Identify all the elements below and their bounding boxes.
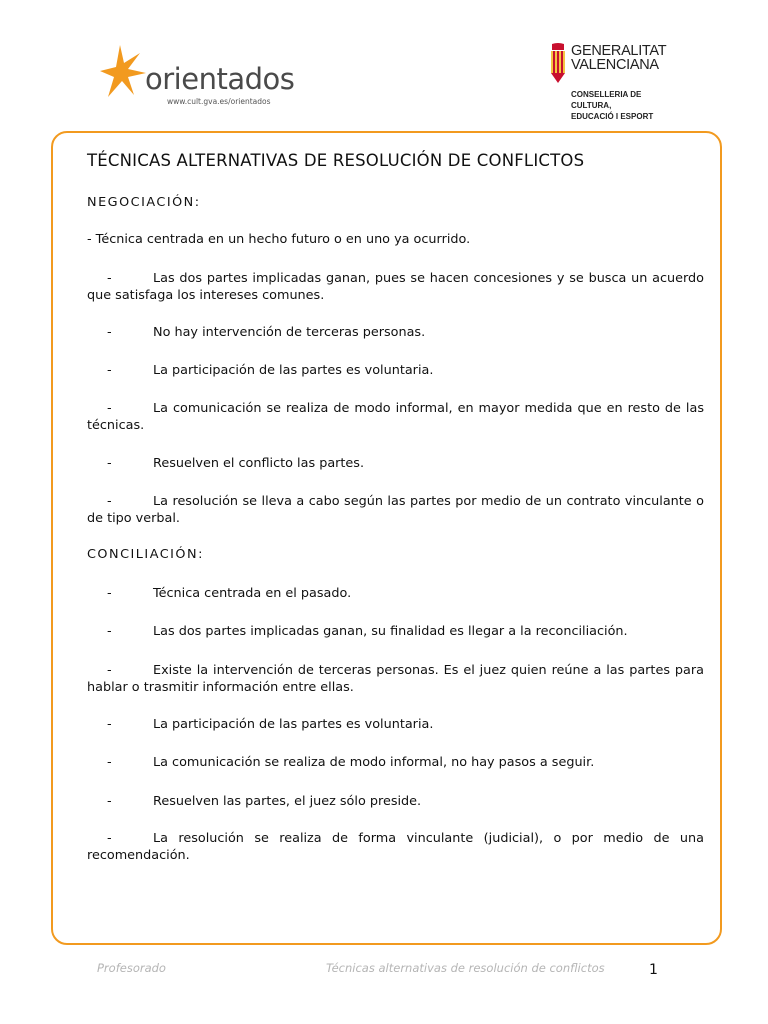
list-item: - Resuelven el conflicto las partes. — [107, 456, 365, 471]
star-logo-icon — [100, 43, 148, 103]
list-item: - La resolución se realiza de forma vinculante (judicial), o por medio de una recomendación. — [87, 831, 704, 863]
content-frame — [51, 131, 722, 945]
generalitat-logo — [549, 42, 679, 121]
list-item: - Técnica centrada en un hecho futuro o en uno ya ocurrido. — [87, 232, 471, 247]
list-item: - La resolución se lleva a cabo según las partes por medio de un contrato vinculante o de tipo verbal. — [87, 494, 704, 526]
list-item: - Técnica centrada en el pasado. — [107, 586, 352, 601]
list-item: - La comunicación se realiza de modo informal, en mayor medida que en resto de las técnicas. — [87, 401, 704, 433]
page-number: 1 — [649, 962, 658, 978]
list-item: - Existe la intervención de terceras personas. Es el juez quien reúne a las partes para hablar o trasmitir información entre ellas. — [87, 663, 704, 695]
footer-doc-title: Técnicas alternativas de resolución de conflictos — [326, 961, 605, 975]
department-name: CONSELLERIA DE CULTURA, EDUCACIÓ I ESPORT — [571, 90, 654, 121]
section-heading-conciliacion: CONCILIACIÓN: — [87, 547, 204, 562]
page-title: TÉCNICAS ALTERNATIVAS DE RESOLUCIÓN DE CONFLICTOS — [87, 151, 585, 170]
list-item: - Las dos partes implicadas ganan, pues se hacen concesiones y se busca un acuerdo que satisfaga los intereses comunes. — [87, 271, 704, 303]
institution-name: GENERALITAT VALENCIANA — [571, 43, 667, 73]
list-item: - No hay intervención de terceras personas. — [107, 325, 426, 340]
brand-url: www.cult.gva.es/orientados — [167, 97, 271, 106]
brand-name: orientados — [145, 62, 295, 96]
list-item: - Las dos partes implicadas ganan, su finalidad es llegar a la reconciliación. — [107, 624, 628, 639]
list-item: - La participación de las partes es voluntaria. — [107, 363, 434, 378]
list-item: - La comunicación se realiza de modo informal, no hay pasos a seguir. — [107, 755, 595, 770]
coat-of-arms-icon — [549, 42, 567, 84]
footer-audience: Profesorado — [97, 961, 166, 975]
list-item: - La participación de las partes es voluntaria. — [107, 717, 434, 732]
list-item: - Resuelven las partes, el juez sólo preside. — [107, 794, 422, 809]
section-heading-negociacion: NEGOCIACIÓN: — [87, 195, 201, 210]
orientados-logo — [100, 40, 300, 110]
